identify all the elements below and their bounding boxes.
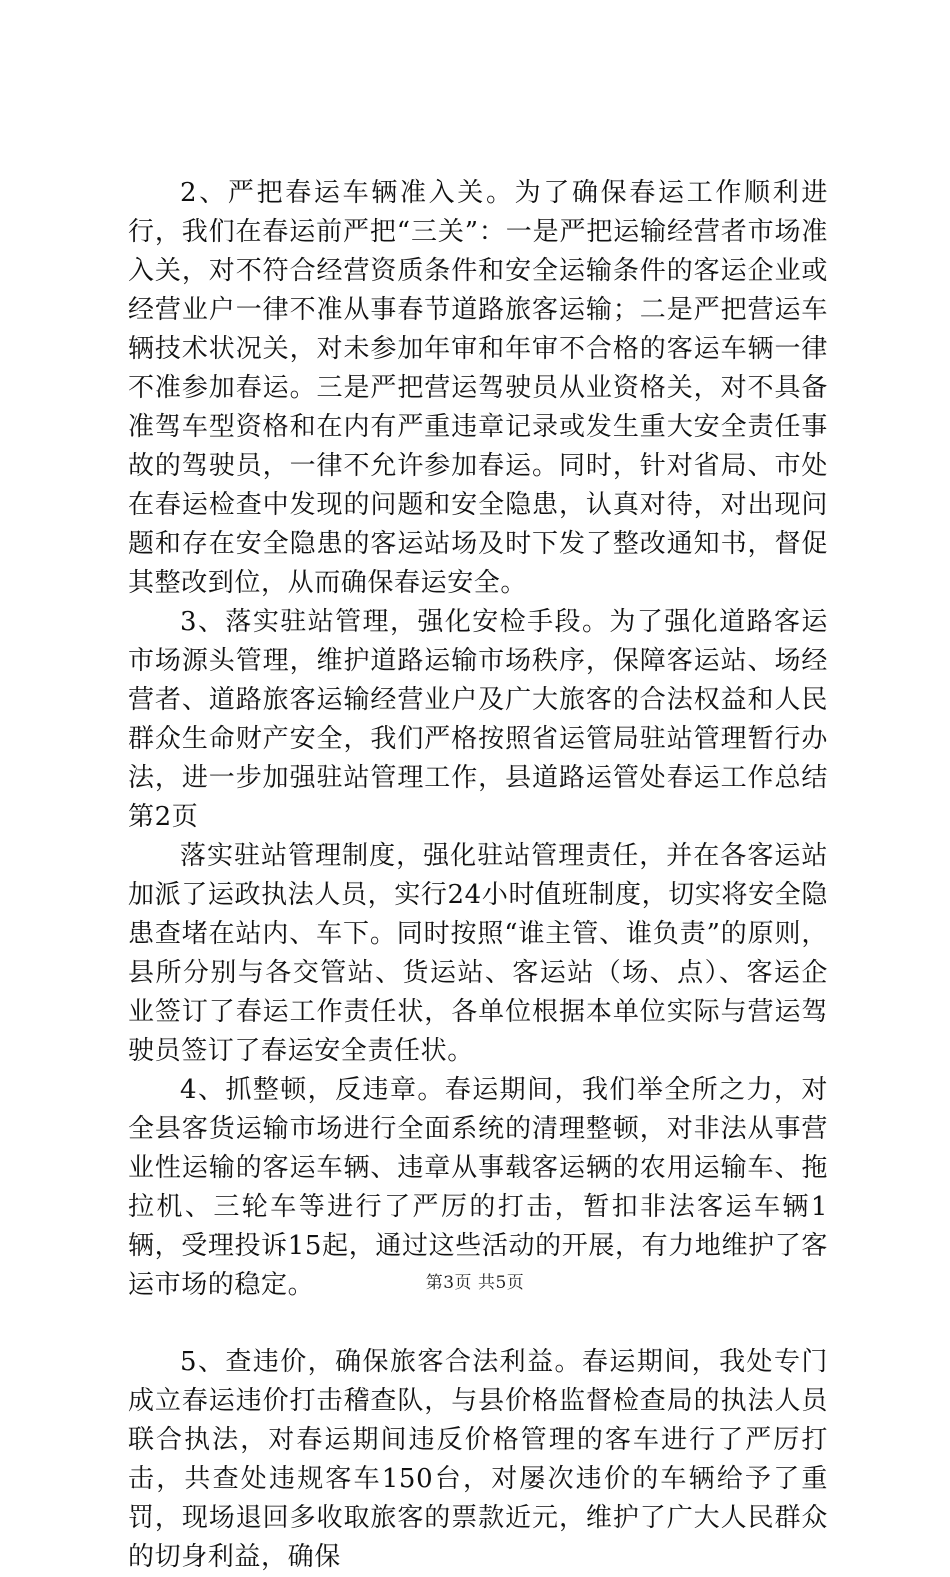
paragraph-vehicle-access: 2、严把春运车辆准入关。为了确保春运工作顺利进行，我们在春运前严把“三关”：一是严把运输经营者市场准入关，对不符合经营资质条件和安全运输条件的客运企业或经营业户一律不准从事春节道路旅客运输；二是严把营运车辆技术状况关，对未参加年审和年审不合格的客运车辆一律不准参加春运。三是严把营运驾驶员从业资格关，对不具备准驾车型资格和在内有严重违章记录或发生重大安全责任事故的驾驶员，一律不允许参加春运。同时，针对省局、市处在春运检查中发现的问题和安全隐患，认真对待，对出现问题和存在安全隐患的客运站场及时下发了整改通知书，督促其整改到位，从而确保春运安全。 <box>128 178 828 598</box>
paragraph-station-responsibility: 落实驻站管理制度，强化驻站管理责任，并在各客运站加派了运政执法人员，实行24小时值班制度，切实将安全隐患查堵在站内、车下。同时按照“谁主管、谁负责”的原则，县所分别与各交管站、货运站、客运站（场、点）、客运企业签订了春运工作责任状，各单位根据本单位实际与营运驾驶员签订了春运安全责任状。 <box>128 841 828 1066</box>
paragraph-rectification: 4、抓整顿，反违章。春运期间，我们举全所之力，对全县客货运输市场进行全面系统的清理整顿，对非法从事营业性运输的客运车辆、违章从事载客运辆的农用运输车、拖拉机、三轮车等进行了严厉的打击，暂扣非法客运车辆1辆，受理投诉15起，通过这些活动的开展，有力地维护了客运市场的稳定。 <box>128 1075 828 1300</box>
paragraph-price-check: 5、查违价，确保旅客合法利益。春运期间，我处专门成立春运违价打击稽查队，与县价格监督检查局的执法人员联合执法，对春运期间违反价格管理的客车进行了严厉打击，共查处违规客车150台，对屡次违价的车辆给予了重罚，现场退回多收取旅客的票款近元，维护了广大人民群众的切身利益，确保 <box>128 1347 828 1572</box>
page-footer: 第3页 共5页 <box>425 1273 525 1293</box>
document-body <box>128 174 828 1577</box>
paragraph-spacer <box>128 1305 828 1343</box>
paragraph-station-management: 3、落实驻站管理，强化安检手段。为了强化道路客运市场源头管理，维护道路运输市场秩序，保障客运站、场经营者、道路旅客运输经营业户及广大旅客的合法权益和人民群众生命财产安全，我们严格按照省运管局驻站管理暂行办法，进一步加强驻站管理工作，县道路运管处春运工作总结第2页 <box>128 607 828 832</box>
